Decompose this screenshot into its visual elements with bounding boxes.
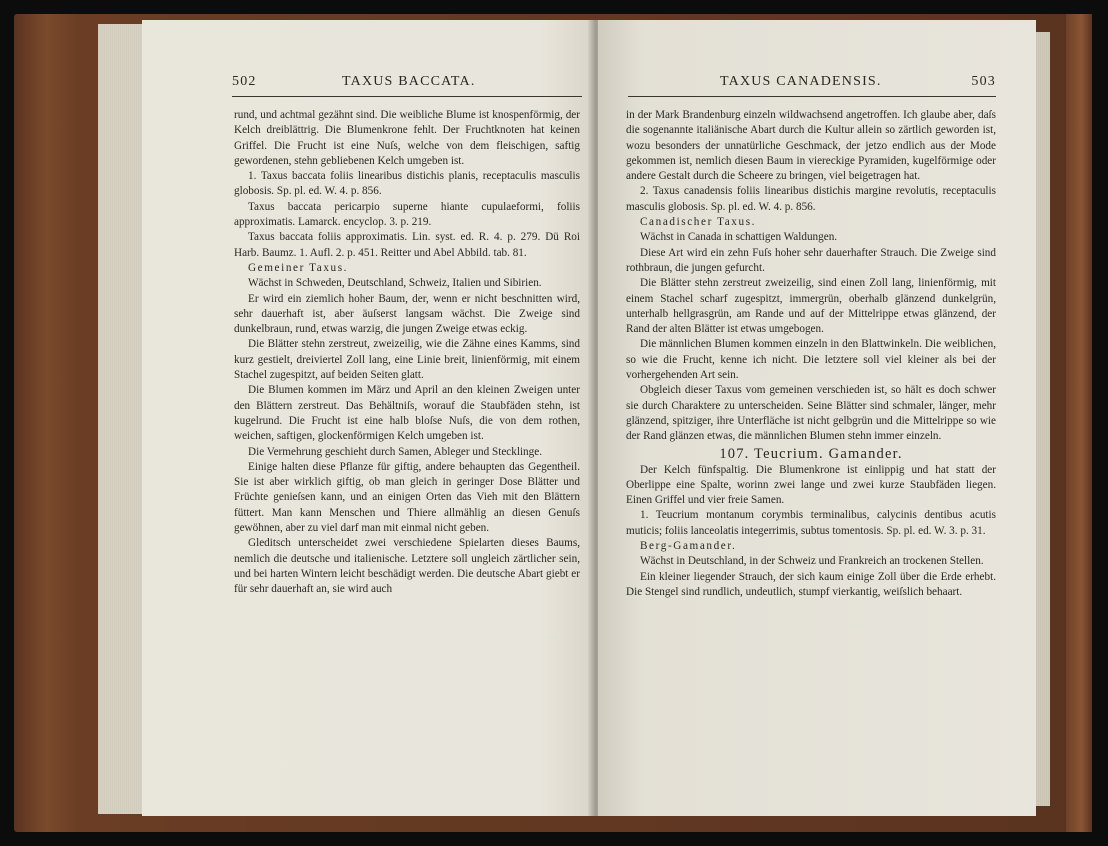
paragraph: Gemeiner Taxus. [248, 261, 349, 274]
paragraph: Berg-Gamander. [640, 540, 737, 553]
paragraph: 1. Taxus baccata foliis linearibus distichis planis, receptaculis masculis globosis. Sp. pl. ed. W. 4. p. 856. [234, 170, 580, 198]
left-page-text [234, 108, 580, 598]
paragraph: Ein kleiner liegender Strauch, der sich kaum einige Zoll über die Erde erhebt. Die Stengel sind rundlich, undeutlich, stumpf vierkantig, weiſslich behaart. [626, 570, 996, 598]
paragraph: Gleditsch unterscheidet zwei verschiedene Spielarten dieses Baums, nemlich die deutsche und italienische. Letztere soll ungleich zärtlicher sein, und bei harten Wintern leicht beschädigt werden. Die deutsche Abart giebt er für sehr dauerhaft an, sie wird auch [234, 537, 580, 596]
paragraph: 2. Taxus canadensis foliis linearibus distichis margine revolutis, receptaculis masculis globosis. Sp. pl. ed. W. 4. p. 856. [626, 185, 996, 213]
paragraph: Wächst in Deutschland, in der Schweiz und Frankreich an trockenen Stellen. [640, 555, 984, 568]
running-title: TAXUS CANADENSIS. [720, 74, 882, 89]
paragraph: rund, und achtmal gezähnt sind. Die weibliche Blume ist knospenförmig, der Kelch dreiblättrig. Die Blumenkrone fehlt. Der Fruchtknoten hat keinen Griffel. Die Frucht ist eine Nuſs, welche von dem fleischigen, saftig gewordenen, stehn gebliebenen Kelch umgeben ist. [234, 109, 580, 167]
paragraph: in der Mark Brandenburg einzeln wildwachsend angetroffen. Ich glaube aber, daſs die sogenannte italiänische Abart durch die Kultur allein so zärtlich geworden ist, wozu besonders der unnatürliche Geschmack, der jetzo endlich aus der Mode gekommen ist, nemlich diesen Baum in viereckige Pyramiden, kugelförmige oder andere Gestalt durch die Scheere zu bringen, viel beigetragen hat. [626, 109, 996, 183]
paragraph: Einige halten diese Pflanze für giftig, andere behaupten das Gegentheil. Sie ist aber wirklich giftig, ob man gleich in geringer Dose Blätter und Früchte genieſsen kann, und an einigen Orten das Vieh mit den Blättern füttert. Man kann Menschen und Thiere allmählig an diesen Genuſs gewöhnen, aber zu viel darf man mit einmal nicht geben. [234, 460, 580, 535]
book-spread [14, 14, 1092, 832]
paragraph: Die Blumen kommen im März und April an den kleinen Zweigen unter den Blättern zerstreut. Das Behältniſs, worauf die Staubfäden stehn, ist kugelrund. Die Frucht ist eine halb bloſse Nuſs, die von dem rothen, weichen, saftigen, glockenförmigen Kelch umgeben ist. [234, 384, 580, 443]
right-page-header [628, 74, 996, 97]
paragraph: Taxus baccata pericarpio superne hiante cupulaeformi, foliis approximatis. Lamarck. encyclop. 3. p. 219. [234, 200, 580, 229]
paragraph: Taxus baccata foliis approximatis. Lin. syst. ed. R. 4. p. 279. Dü Roi Harb. Baumz. 1. Aufl. 2. p. 451. Reitter und Abel Abbild. tab. 81. [234, 231, 580, 259]
page-number: 502 [232, 74, 257, 89]
paragraph: Obgleich dieser Taxus vom gemeinen verschieden ist, so hält es doch schwer sie durch Charaktere zu unterscheiden. Seine Blätter sind schmaler, länger, mehr glänzend, spitziger, ihre Unterfläche ist nicht gelbgrün und die Mittelrippe so wie der Rand glänzen etwas, die männlichen Blumen stehn immer einzeln. [626, 384, 996, 443]
paragraph: Wächst in Canada in schattigen Waldungen. [640, 231, 838, 244]
book-cover-edge [1066, 14, 1092, 832]
paragraph: Die männlichen Blumen kommen einzeln in den Blattwinkeln. Die weiblichen, so wie die Frucht, kenne ich nicht. Die letztere soll viel kleiner als bei der vorhergehenden Art sein. [626, 338, 996, 382]
right-page [598, 20, 1036, 816]
page-block-edges-left [98, 24, 144, 814]
left-page-header [232, 74, 582, 97]
paragraph: Die Vermehrung geschieht durch Samen, Ableger und Stecklinge. [248, 445, 543, 458]
page-number: 503 [971, 74, 996, 89]
paragraph: Die Blätter stehn zerstreut, zweizeilig, wie die Zähne eines Kamms, sind kurz gestielt, dreiviertel Zoll lang, eine Linie breit, linienförmig, mit einem Stachel zugespitzt, auf beiden Seiten glatt. [234, 338, 580, 382]
paragraph: Diese Art wird ein zehn Fuſs hoher sehr dauerhafter Strauch. Die Zweige sind rothbraun, die jungen gefurcht. [626, 246, 996, 274]
left-page [142, 20, 596, 816]
section-heading: 107. Teucrium. Gamander. [719, 445, 903, 462]
paragraph: Canadischer Taxus. [640, 216, 757, 229]
paragraph: Er wird ein ziemlich hoher Baum, der, wenn er nicht beschnitten wird, sehr dauerhaft ist, aber äuſserst langsam wächst. Die Zweige sind dunkelbraun, rund, etwas warzig, die jungen Zweige etwas eckig. [234, 292, 580, 336]
paragraph: Wächst in Schweden, Deutschland, Schweiz, Italien und Sibirien. [248, 277, 542, 290]
right-page-text [626, 108, 996, 600]
paragraph: Der Kelch fünfspaltig. Die Blumenkrone ist einlippig und hat statt der Oberlippe eine Spalte, worinn zwei lange und zwei kurze Staubfäden liegen. Einen Griffel und vier freie Samen. [626, 463, 996, 507]
running-title: TAXUS BACCATA. [342, 74, 476, 89]
paragraph: 1. Teucrium montanum corymbis terminalibus, calycinis dentibus acutis muticis; foliis lanceolatis integerrimis, subtus tomentosis. Sp. pl. ed. W. 3. p. 31. [626, 509, 996, 537]
paragraph: Die Blätter stehn zerstreut zweizeilig, sind einen Zoll lang, linienförmig, mit einem Stachel scharf zugespitzt, immergrün, oberhalb glänzend dunkelgrün, unterhalb hellgrasgrün, am Rande und auf der Mittelrippe etwas glänzend, der Rand der alten Blätter ist etwas umgebogen. [626, 277, 996, 336]
